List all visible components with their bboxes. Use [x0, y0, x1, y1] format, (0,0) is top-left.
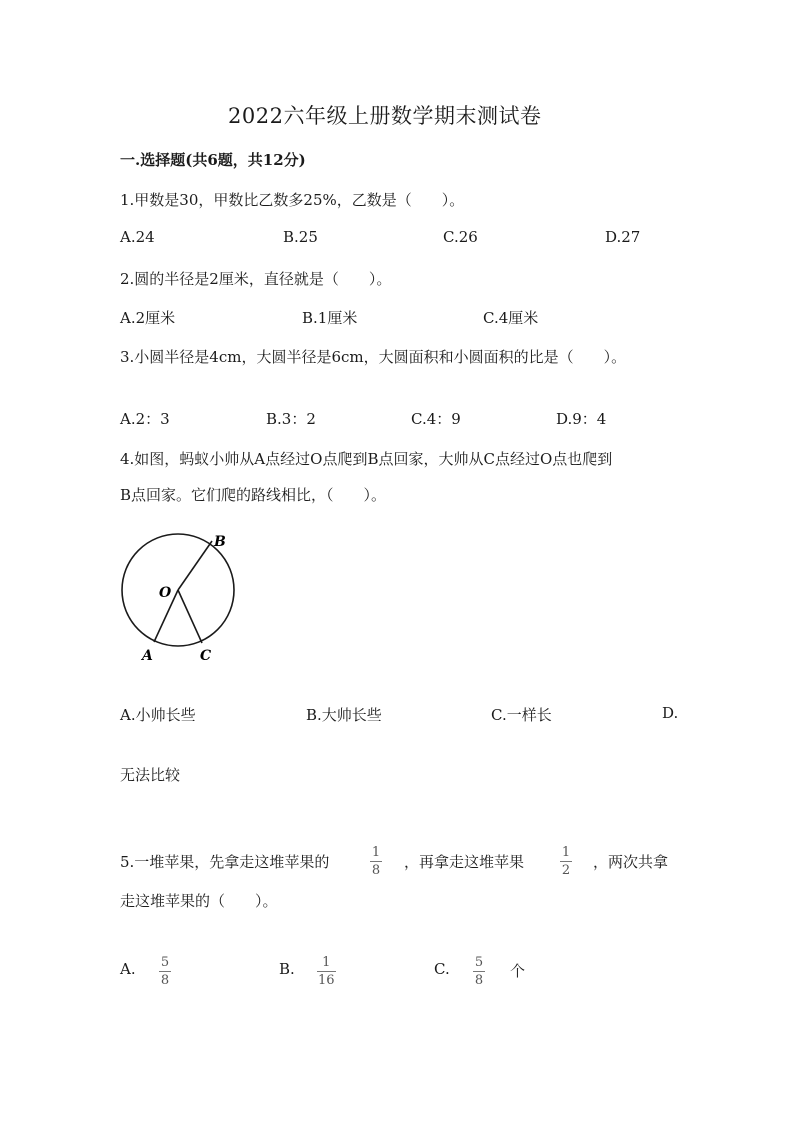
circle-figure — [110, 530, 260, 670]
page-title: 2022六年级上册数学期末测试卷 — [228, 104, 542, 128]
question-5-stem-part3: ，两次共拿 — [593, 853, 669, 871]
question-5-fraction-1 — [370, 846, 382, 877]
segment-ob — [178, 541, 212, 590]
question-4-stem-line1: 4.如图，蚂蚁小帅从A点经过O点爬到B点回家，大帅从C点经过O点也爬到 — [120, 450, 613, 468]
question-3-option-a[interactable]: A.2：3 — [120, 410, 170, 428]
question-1-option-b[interactable]: B.25 — [283, 228, 318, 246]
fraction-denominator: 2 — [561, 863, 571, 878]
question-4-option-a[interactable]: A.小帅长些 — [120, 706, 196, 724]
fraction-denominator: 16 — [318, 973, 335, 988]
fraction-numerator: 1 — [322, 955, 331, 970]
question-3-stem: 3.小圆半径是4cm，大圆半径是6cm，大圆面积和小圆面积的比是（ ）。 — [120, 348, 627, 366]
question-5-option-c-suffix: 个 — [510, 962, 526, 980]
fraction-bar — [370, 861, 382, 862]
fraction-bar — [560, 861, 572, 862]
question-2-option-c[interactable]: C.4厘米 — [483, 309, 539, 327]
fraction-denominator: 8 — [371, 863, 381, 878]
question-4-option-c[interactable]: C.一样长 — [491, 706, 552, 724]
question-1-option-d[interactable]: D.27 — [605, 228, 641, 246]
fraction-bar — [317, 971, 336, 972]
question-5-fraction-2 — [560, 846, 572, 877]
fraction-numerator: 5 — [474, 955, 484, 970]
question-5-option-c-label[interactable]: C. — [434, 960, 450, 978]
question-1-stem: 1.甲数是30，甲数比乙数多25%，乙数是（ ）。 — [120, 191, 465, 209]
question-5-option-a-fraction — [159, 956, 171, 987]
label-b: B — [214, 534, 226, 550]
fraction-numerator: 1 — [371, 845, 381, 860]
question-4-stem-line2: B点回家。它们爬的路线相比，（ ）。 — [120, 486, 387, 504]
question-1-option-c[interactable]: C.26 — [443, 228, 478, 246]
segment-oc — [178, 590, 202, 643]
question-4-option-d-text: 无法比较 — [120, 766, 181, 784]
question-5-option-c-fraction — [473, 956, 485, 987]
fraction-denominator: 8 — [474, 973, 484, 988]
question-3-option-d[interactable]: D.9：4 — [556, 410, 607, 428]
fraction-numerator: 1 — [561, 845, 571, 860]
question-5-stem-part2: ，再拿走这堆苹果 — [404, 853, 525, 871]
fraction-bar — [473, 971, 485, 972]
question-5-option-b-label[interactable]: B. — [279, 960, 295, 978]
fraction-numerator: 5 — [160, 955, 170, 970]
label-o: O — [159, 585, 172, 601]
question-4-option-d-label[interactable]: D. — [662, 704, 679, 722]
question-3-option-c[interactable]: C.4：9 — [411, 410, 461, 428]
label-a: A — [142, 648, 153, 664]
question-4-option-b[interactable]: B.大帅长些 — [306, 706, 382, 724]
fraction-bar — [159, 971, 171, 972]
question-2-option-b[interactable]: B.1厘米 — [302, 309, 358, 327]
question-5-option-a-label[interactable]: A. — [120, 960, 136, 978]
question-5-option-b-fraction — [317, 956, 336, 987]
question-5-stem-part1: 5.一堆苹果，先拿走这堆苹果的 — [120, 853, 330, 871]
section-heading-choice: 一.选择题(共6题，共12分) — [120, 151, 306, 169]
question-2-option-a[interactable]: A.2厘米 — [120, 309, 176, 327]
question-5-stem-line2: 走这堆苹果的（ ）。 — [120, 892, 278, 910]
question-1-option-a[interactable]: A.24 — [120, 228, 155, 246]
question-2-stem: 2.圆的半径是2厘米，直径就是（ ）。 — [120, 270, 392, 288]
fraction-denominator: 8 — [160, 973, 170, 988]
label-c: C — [200, 648, 212, 664]
question-3-option-b[interactable]: B.3：2 — [266, 410, 316, 428]
